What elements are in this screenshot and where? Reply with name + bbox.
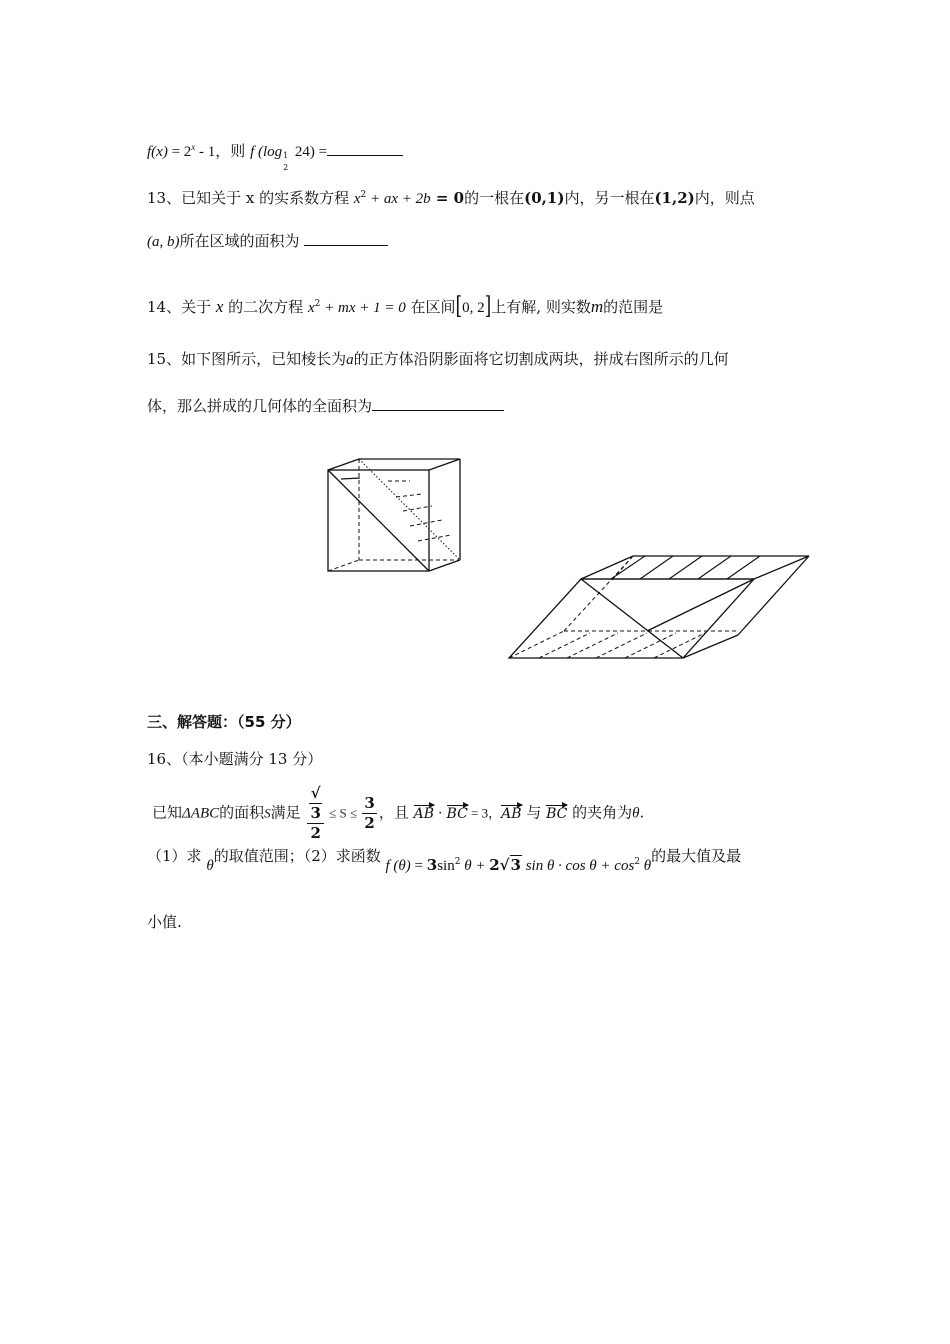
q12-eq1: = 2	[167, 144, 192, 160]
q16-period: .	[639, 803, 645, 822]
solid-diagonal	[581, 579, 683, 658]
q13-eq-x: x	[353, 191, 361, 207]
q16-theta2: θ	[206, 858, 214, 874]
q13-point: (a, b)	[147, 234, 180, 250]
q16-l1-text1: 的面积	[219, 803, 265, 822]
q14-interval: 0, 2	[462, 300, 485, 316]
q16-frac2-num: 3	[364, 794, 375, 812]
q14-prefix: 14、关于	[147, 298, 216, 316]
solid-hidden-hatch	[654, 633, 705, 658]
q16-function-expr: f $(\theta) = 3\sin^2$ θ + 2√3 $\sin \theta \cdot \cos \theta + \cos^2 \theta$	[385, 856, 652, 874]
solid-diagonal	[647, 579, 754, 631]
q12-fx: f(x)	[147, 144, 168, 160]
q16-vec-ab2: AB	[501, 805, 522, 822]
solid-top-hatch	[611, 556, 645, 579]
cube-hatch	[418, 535, 451, 541]
q16-eq4: =	[410, 858, 427, 874]
q16-sq: 2	[454, 857, 461, 867]
q16-le: ≤ S ≤	[325, 805, 361, 821]
q16-th-b: θ	[640, 858, 652, 874]
q16-f-theta: f (θ)	[385, 858, 411, 874]
section3-title: 三、解答题：（55 分）	[147, 713, 301, 731]
q13-eq-zero: = 0	[430, 189, 465, 207]
q13-text2: 内，另一根在	[564, 189, 655, 207]
q16-eq3: = 3，	[467, 805, 502, 821]
q14-text3: 上有解, 则实数	[491, 298, 591, 316]
q16-line1	[152, 784, 644, 843]
q16-vec-ab: AB	[413, 805, 435, 822]
q16-vec-bc2: BC	[546, 805, 568, 822]
q16-frac2-den: 2	[364, 814, 375, 832]
q16-l2-p2: 的取值范围；（2）求函数	[213, 847, 381, 865]
q12-exp: x	[191, 142, 196, 152]
q14-eq-x: x	[307, 300, 315, 316]
q16-theta: θ	[632, 805, 640, 822]
q13-text1: 的一根在	[464, 189, 525, 207]
q16-frac1: √ 3 2	[307, 784, 323, 843]
cube-hatch	[341, 478, 360, 479]
solid-hidden-hatch	[567, 633, 618, 658]
q14-text2: 在区间	[405, 298, 456, 316]
solid-hidden-hatch	[625, 633, 676, 658]
q16-l1-text4: 的夹角为	[567, 803, 633, 822]
q14-text4: 的范围是	[603, 298, 664, 316]
q16-l1-prefix: 已知	[152, 803, 183, 822]
q16-frac1-den: 2	[310, 824, 321, 842]
solid-top-hatch	[669, 556, 702, 579]
q16-th-a: θ +	[460, 858, 490, 874]
q14-bracket-right: ]	[484, 293, 492, 321]
cube-cut-diagonal-front	[328, 470, 429, 571]
solid-right-edge	[738, 556, 809, 635]
cube-edge	[429, 560, 460, 571]
q16-l1-text3: ，且	[378, 803, 414, 822]
solid-hidden-edge	[509, 631, 564, 658]
solid-top-hatch	[640, 556, 673, 579]
q14-bracket-left: [	[455, 293, 463, 321]
composed-solid-figure	[509, 556, 809, 658]
q14-var-x: x	[215, 297, 224, 316]
q16-sin2: sin	[437, 858, 455, 874]
q16-vec-bc: BC	[446, 805, 468, 822]
q16-frac1-num: 3	[310, 804, 321, 822]
q16-l1-text2: 满足	[270, 803, 301, 822]
cube-figure	[328, 459, 460, 571]
q13-eq-rest: + ax + 2b	[366, 191, 431, 207]
q12-log-base: 1 2	[283, 151, 289, 172]
q16-head: 16、（本小题满分 13 分）	[147, 750, 323, 768]
q12-flog: f (log	[250, 144, 283, 160]
q13-eq-sup: 2	[360, 190, 367, 200]
q16-frac2	[362, 794, 376, 833]
q16-l2-p3: 的最大值及最	[651, 847, 742, 865]
q15-rest: 的正方体沿阴影面将它切割成两块，拼成右图所示的几何	[353, 350, 729, 368]
q13-text4: 所在区域的面积为	[179, 232, 300, 250]
q16-line3: 小值.	[147, 913, 182, 931]
q12-minus1: - 1	[195, 144, 216, 160]
cube-hatch	[410, 520, 442, 526]
cube-cut-diagonal	[359, 459, 460, 560]
q16-c2: 2	[489, 856, 500, 874]
q15-var-a: a	[346, 352, 354, 368]
q13-text3: 内，则点	[694, 189, 755, 207]
q16-sq2: 2	[634, 857, 641, 867]
q16-sqrt3: 3	[510, 856, 521, 874]
cube-edge	[328, 459, 359, 470]
solid-hidden-hatch	[596, 633, 647, 658]
q16-yu: 与	[521, 803, 547, 822]
q14-text1: 的二次方程	[223, 298, 308, 316]
solid-top-hatch	[698, 556, 731, 579]
q13-interval1: (0,1)	[524, 189, 565, 207]
q16-l2-p1: （1）求	[147, 847, 207, 865]
q12-sep: ，则	[215, 142, 251, 160]
q12-log-arg: 24)	[291, 144, 315, 160]
q16-c3: 3	[426, 856, 438, 874]
cube-hatch	[396, 494, 422, 497]
q16-dot: ·	[434, 805, 447, 822]
q15-prefix: 15、如下图所示，已知棱长为	[147, 350, 347, 368]
q12-eq2: =	[314, 144, 328, 160]
q15-line2-text: 体，那么拼成的几何体的全面积为	[147, 397, 373, 415]
q16-sin-cos: sin θ · cos θ + cos	[521, 858, 635, 874]
cube-hidden-edge	[328, 560, 359, 571]
q16-triangle: ΔABC	[182, 805, 220, 822]
solid-top-hatch	[727, 556, 760, 579]
q13-prefix: 13、已知关于 x 的实系数方程	[147, 189, 354, 207]
q14-eq-rest: + mx + 1 = 0	[320, 300, 406, 316]
q16-var-s: S	[264, 805, 271, 821]
q14-eq-sup: 2	[314, 299, 321, 309]
solid-hidden-hatch	[539, 633, 590, 658]
q13-interval2: (1,2)	[654, 189, 695, 207]
q16-line2	[147, 845, 742, 874]
solid-bottom-right-edge	[683, 635, 738, 658]
cube-edge	[429, 459, 460, 470]
q14-var-m: m	[590, 297, 604, 316]
